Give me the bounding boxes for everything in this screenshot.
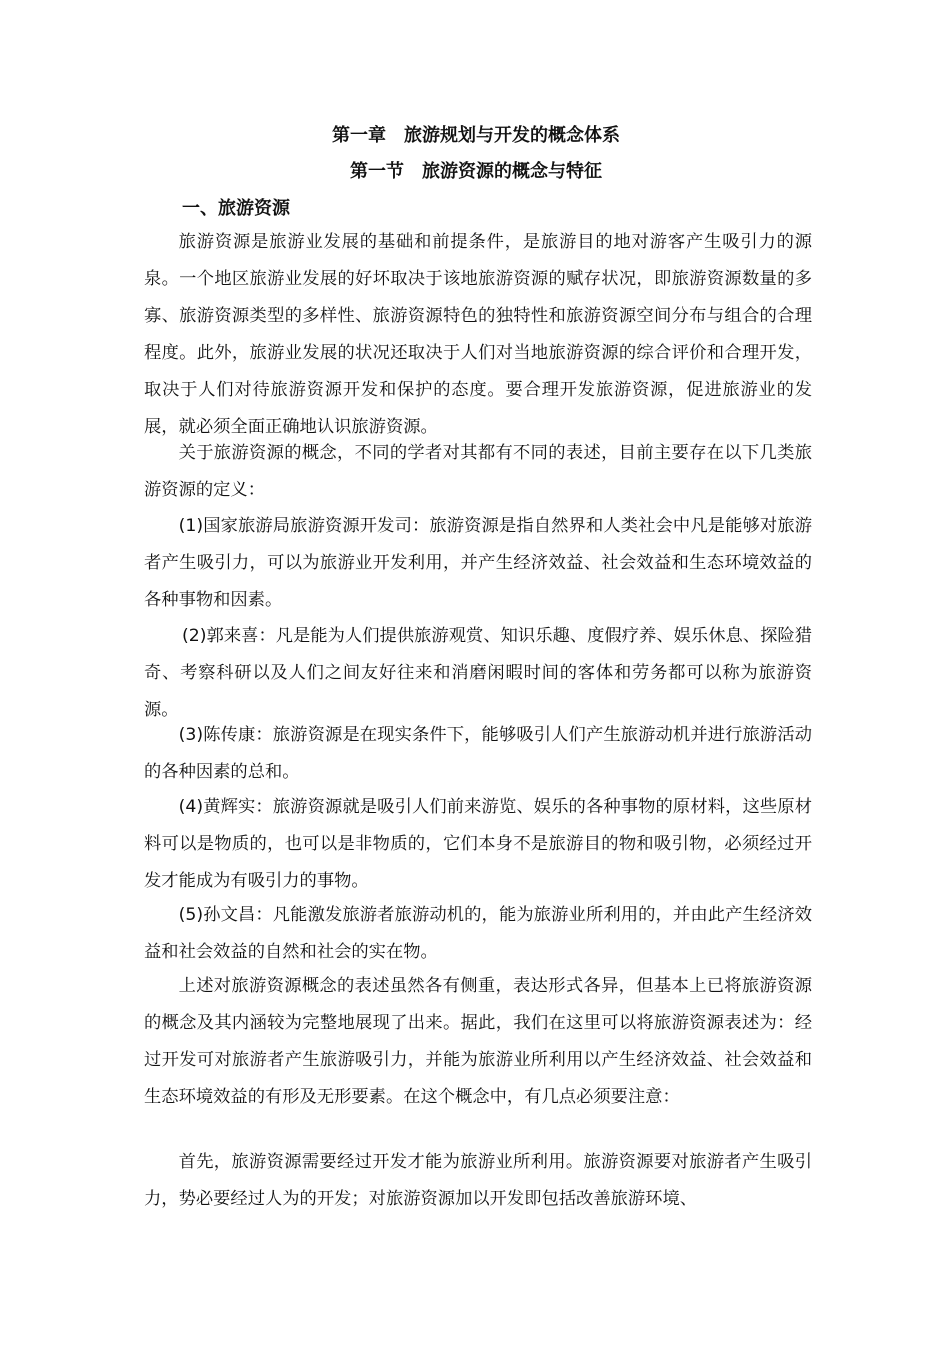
subsection-title: 一、旅游资源: [182, 198, 290, 219]
paragraph-summary: 上述对旅游资源概念的表述虽然各有侧重，表达形式各异，但基本上已将旅游资源的概念及其内涵较为完整地展现了出来。据此，我们在这里可以将旅游资源表述为：经过开发可对旅游者产生旅游吸引力，并能为旅游业所利用以产生经济效益、社会效益和生态环境效益的有形及无形要素。在这个概念中，有几点必须要注意：: [144, 976, 812, 1107]
paragraph-concept-overview: 关于旅游资源的概念，不同的学者对其都有不同的表述，目前主要存在以下几类旅游资源的定义：: [144, 443, 812, 500]
definition-item-4: (4)黄辉实：旅游资源就是吸引人们前来游览、娱乐的各种事物的原材料，这些原材料可以是物质的，也可以是非物质的，它们本身不是旅游目的物和吸引物，必须经过开发才能成为有吸引力的事物。: [144, 797, 812, 891]
paragraph-intro: 旅游资源是旅游业发展的基础和前提条件，是旅游目的地对游客产生吸引力的源泉。一个地区旅游业发展的好坏取决于该地旅游资源的赋存状况，即旅游资源数量的多寡、旅游资源类型的多样性、旅游资源特色的独特性和旅游资源空间分布与组合的合理程度。此外，旅游业发展的状况还取决于人们对当地旅游资源的综合评价和合理开发，取决于人们对待旅游资源开发和保护的态度。要合理开发旅游资源，促进旅游业的发展，就必须全面正确地认识旅游资源。: [144, 232, 812, 437]
definition-item-2: (2)郭来喜：凡是能为人们提供旅游观赏、知识乐趣、度假疗养、娱乐休息、探险猎奇、考察科研以及人们之间友好往来和消磨闲暇时间的客体和劳务都可以称为旅游资源。: [144, 626, 812, 720]
paragraph-first-point: 首先，旅游资源需要经过开发才能为旅游业所利用。旅游资源要对旅游者产生吸引力，势必要经过人为的开发；对旅游资源加以开发即包括改善旅游环境、: [144, 1152, 812, 1209]
definition-item-3: (3)陈传康：旅游资源是在现实条件下，能够吸引人们产生旅游动机并进行旅游活动的各种因素的总和。: [144, 725, 812, 782]
chapter-title: 第一章 旅游规划与开发的概念体系: [332, 125, 620, 146]
section-title: 第一节 旅游资源的概念与特征: [350, 161, 602, 182]
definition-item-5: (5)孙文昌：凡能激发旅游者旅游动机的，能为旅游业所利用的，并由此产生经济效益和社会效益的自然和社会的实在物。: [144, 905, 812, 962]
definition-item-1: (1)国家旅游局旅游资源开发司：旅游资源是指自然界和人类社会中凡是能够对旅游者产生吸引力，可以为旅游业开发利用，并产生经济效益、社会效益和生态环境效益的各种事物和因素。: [144, 516, 812, 610]
